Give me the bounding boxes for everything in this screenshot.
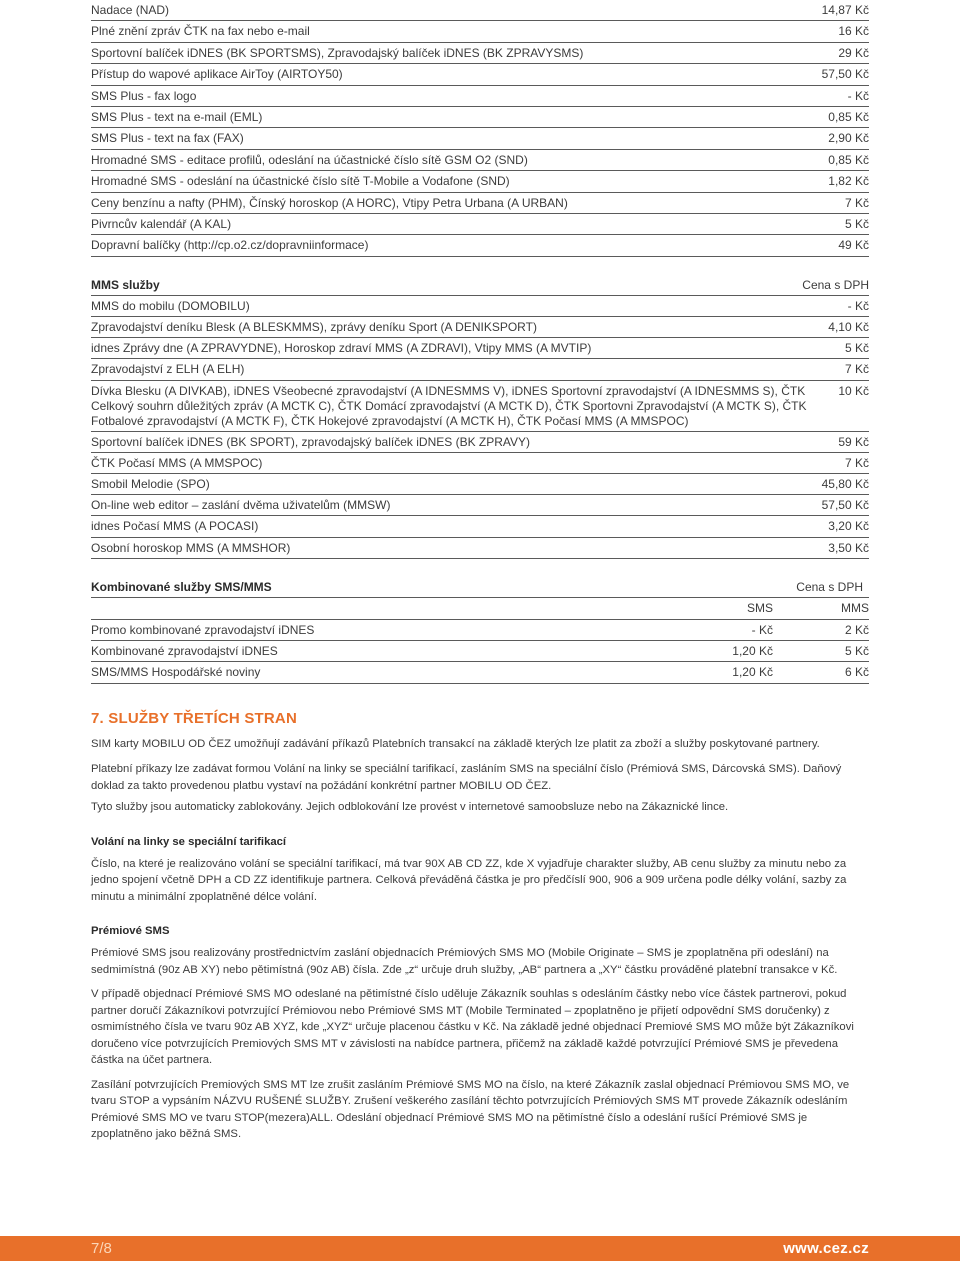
service-name: Smobil Melodie (SPO): [91, 477, 210, 491]
website-link[interactable]: www.cez.cz: [783, 1240, 869, 1257]
table-row: [91, 296, 869, 317]
table-row: [91, 107, 869, 128]
table-row: [91, 21, 869, 42]
service-name: Hromadné SMS - editace profilů, odeslání na účastnické číslo sítě GSM O2 (SND): [91, 152, 528, 167]
table-row: [91, 495, 869, 516]
service-price: 2,90 Kč: [828, 131, 869, 146]
service-name: Zpravodajství deníku Blesk (A BLESKMMS), zprávy deníku Sport (A DENIKSPORT): [91, 320, 537, 335]
subheading: Volání na linky se speciální tarifikací: [91, 835, 287, 848]
table-header-price: Cena s DPH: [802, 277, 869, 292]
service-price: 4,10 Kč: [828, 320, 869, 335]
service-name: Dívka Blesku (A DIVKAB), iDNES Všeobecné zpravodajství (A IDNESMMS V), iDNES Sportovní zpravodajství (A IDNESMMS S), ČTK Celkový souhrn důležitých zpráv (A MCTK C), ČTK Domácí zpravodajství (A MCTK D), ČTK Sportovni Zpravodajství (A MCTK S), ČTK Fotbalové zpravodajství (A MCTK F), ČTK Hokejové zpravodajství (A MCTK H), ČTK Počasí MMS (A MMSPOC): [91, 383, 807, 428]
table-row: [91, 214, 869, 235]
service-price: 1,82 Kč: [828, 174, 869, 189]
service-price: - Kč: [847, 88, 869, 103]
service-price: 0,85 Kč: [828, 152, 869, 167]
table-row: [91, 64, 869, 85]
mms-price: 6 Kč: [844, 665, 869, 680]
service-price: 29 Kč: [838, 45, 869, 60]
service-name: On-line web editor – zaslání dvěma uživatelům (MMSW): [91, 498, 391, 513]
service-price: - Kč: [847, 298, 869, 313]
service-name: Nadace (NAD): [91, 3, 170, 17]
table-subheader-row: [91, 598, 869, 619]
service-price: 7 Kč: [844, 455, 869, 470]
table-row: [91, 516, 869, 537]
service-name: ČTK Počasí MMS (A MMSPOC): [91, 455, 263, 470]
sms-services-table: [91, 0, 869, 257]
service-price: 5 Kč: [844, 341, 869, 356]
service-name: SMS Plus - text na fax (FAX): [91, 131, 244, 146]
sms-column-header: SMS: [746, 601, 773, 616]
mms-price: 5 Kč: [844, 643, 869, 658]
table-row: [91, 235, 869, 256]
paragraph: Číslo, na které je realizováno volání se speciální tarifikací, má tvar 90X AB CD ZZ, kde X vyjadřuje charakter služby, AB cenu služby za minutu nebo za jedno spojení včetně DPH a CD ZZ identifikuje partnera. Celková převáděná částka je pro předčíslí 900, 906 a 909 určena podle délky volání, sazby za minutu a minimální zpoplatněné délce volání.: [91, 857, 847, 903]
service-name: Kombinované zpravodajství iDNES: [91, 643, 278, 658]
service-name: Osobní horoskop MMS (A MMSHOR): [91, 540, 291, 555]
table-row: [91, 338, 869, 359]
paragraph: Tyto služby jsou automaticky zablokovány. Jejich odblokování lze provést v internetové samoobsluze nebo na Zákaznické lince.: [91, 801, 729, 814]
mms-services-table: [91, 275, 869, 559]
table-row: [91, 474, 869, 495]
table-header-row: [91, 577, 869, 598]
mms-price: 2 Kč: [844, 622, 869, 637]
service-price: 0,85 Kč: [828, 109, 869, 124]
service-name: SMS/MMS Hospodářské noviny: [91, 665, 261, 680]
table-row: [91, 128, 869, 149]
service-price: 10 Kč: [838, 383, 869, 398]
service-name: SMS Plus - text na e-mail (EML): [91, 109, 263, 124]
paragraph: Zasílání potvrzujících Premiových SMS MT lze zrušit zasláním Prémiové SMS MO na číslo, na které Zákazník zaslal objednací Prémiovou SMS MO, ve tvaru STOP a vypsáním NÁZVU RUŠENÉ SLUŽBY. Zrušení veškerého zasílání těchto potvrzujících Prémiových SMS MT provede Zákazník odesláním Prémiové SMS MO ve tvaru STOP(mezera)ALL. Odeslání objednací Prémiové SMS MO na pětimístné číslo a odeslání rušící Prémiové SMS je zpoplatněno jako běžná SMS.: [91, 1078, 850, 1141]
service-price: 16 Kč: [838, 24, 869, 39]
service-price: 7 Kč: [844, 195, 869, 210]
service-name: idnes Zprávy dne (A ZPRAVYDNE), Horoskop zdraví MMS (A ZDRAVI), Vtipy MMS (A MVTIP): [91, 341, 592, 356]
service-price: 3,20 Kč: [828, 519, 869, 534]
table-row: [91, 538, 869, 559]
table-header-row: [91, 275, 869, 296]
table-header-price: Cena s DPH: [796, 579, 863, 594]
service-name: Plné znění zpráv ČTK na fax nebo e-mail: [91, 24, 310, 39]
table-header-label: Kombinované služby SMS/MMS: [91, 579, 272, 594]
table-row: [91, 86, 869, 107]
table-row: [91, 150, 869, 171]
mms-column-header: MMS: [841, 601, 869, 616]
service-name: Hromadné SMS - odeslání na účastnické číslo sítě T-Mobile a Vodafone (SND): [91, 174, 510, 189]
service-name: Sportovní balíček iDNES (BK SPORT), zpravodajský balíček iDNES (BK ZPRAVY): [91, 434, 531, 449]
table-row: [91, 432, 869, 453]
table-row: [91, 193, 869, 214]
page-number: 7/8: [91, 1240, 112, 1257]
section-title: 7. SLUŽBY TŘETÍCH STRAN: [91, 709, 298, 727]
paragraph: Platební příkazy lze zadávat formou Volání na linky se speciální tarifikací, zasláním SMS na speciální číslo (Prémiová SMS, Dárcovská SMS). Daňový doklad za takto provedenou platbu vystaví na požádání konkrétní partner MOBILU OD ČEZ.: [91, 763, 842, 792]
table-row: [91, 662, 869, 683]
service-name: Promo kombinované zpravodajství iDNES: [91, 622, 315, 637]
table-row: [91, 317, 869, 338]
table-row: [91, 620, 869, 641]
service-name: SMS Plus - fax logo: [91, 88, 197, 103]
page-footer: [0, 1236, 960, 1261]
table-row: [91, 43, 869, 64]
paragraph: Prémiové SMS jsou realizovány prostřednictvím zaslání objednacích Prémiových SMS MO (Mobile Originate – SMS je zpoplatněna při odeslání) na sedmimístná (90z AB XY) nebo pětimístná (90z AB) čísla. Zde „z“ určuje druh služby, „AB“ partnera a „XY“ částku prováděné platební transakce v Kč.: [91, 947, 838, 976]
service-name: Pivrncův kalendář (A KAL): [91, 216, 232, 231]
sms-price: - Kč: [751, 622, 773, 637]
service-name: idnes Počasí MMS (A POCASI): [91, 519, 259, 534]
table-row: [91, 171, 869, 192]
table-row: [91, 641, 869, 662]
table-row: [91, 453, 869, 474]
service-price: 5 Kč: [844, 216, 869, 231]
service-price: 49 Kč: [838, 238, 869, 253]
subheading: Prémiové SMS: [91, 925, 170, 938]
table-header-label: MMS služby: [91, 277, 160, 292]
sms-price: 1,20 Kč: [732, 665, 773, 680]
sms-price: 1,20 Kč: [732, 643, 773, 658]
table-row: [91, 359, 869, 380]
service-name: Ceny benzínu a nafty (PHM), Čínský horoskop (A HORC), Vtipy Petra Urbana (A URBAN): [91, 195, 568, 210]
table-row: [91, 381, 869, 432]
service-price: 7 Kč: [844, 362, 869, 377]
service-price: 57,50 Kč: [821, 498, 869, 513]
service-price: 45,80 Kč: [821, 477, 869, 491]
combined-services-table: [91, 577, 869, 684]
service-name: Zpravodajství z ELH (A ELH): [91, 362, 245, 377]
service-price: 14,87 Kč: [821, 3, 869, 17]
service-price: 3,50 Kč: [828, 540, 869, 555]
paragraph: V případě objednací Prémiové SMS MO odeslané na pětimístné číslo uděluje Zákazník souhlas s odesláním částky nebo více částek partnerovi, pokud partner doručí Zákazníkovi potvrzující Prémiovou nebo Prémiové SMS MT (Mobile Terminated – zpoplatněno je přijetí odpovědní SMS doručenky) z osmimístného čísla ve tvaru 90z AB XYZ, kde „XYZ“ určuje placenou částku v Kč. Na základě jedné objednací Premiové SMS MO může být Zákazníkovi doručeno více potvrzujících Premiových SMS MT v závislosti na nabídce partnera, přičemž na základě každé potvrzující Prémiové SMS je převedena částka na účet partnera.: [91, 988, 854, 1067]
paragraph: SIM karty MOBILU OD ČEZ umožňují zadávání příkazů Platebních transakcí na základě kterých lze platit za zboží a služby poskytované partnery.: [91, 737, 820, 750]
table-row: [91, 0, 869, 21]
service-price: 59 Kč: [838, 434, 869, 449]
service-name: Dopravní balíčky (http://cp.o2.cz/dopravniinformace): [91, 238, 369, 253]
service-name: Sportovní balíček iDNES (BK SPORTSMS), Zpravodajský balíček iDNES (BK ZPRAVYSMS): [91, 45, 584, 60]
document-page: [91, 0, 869, 1143]
service-name: Přístup do wapové aplikace AirToy (AIRTOY50): [91, 67, 343, 82]
service-name: MMS do mobilu (DOMOBILU): [91, 298, 250, 313]
service-price: 57,50 Kč: [821, 67, 869, 82]
